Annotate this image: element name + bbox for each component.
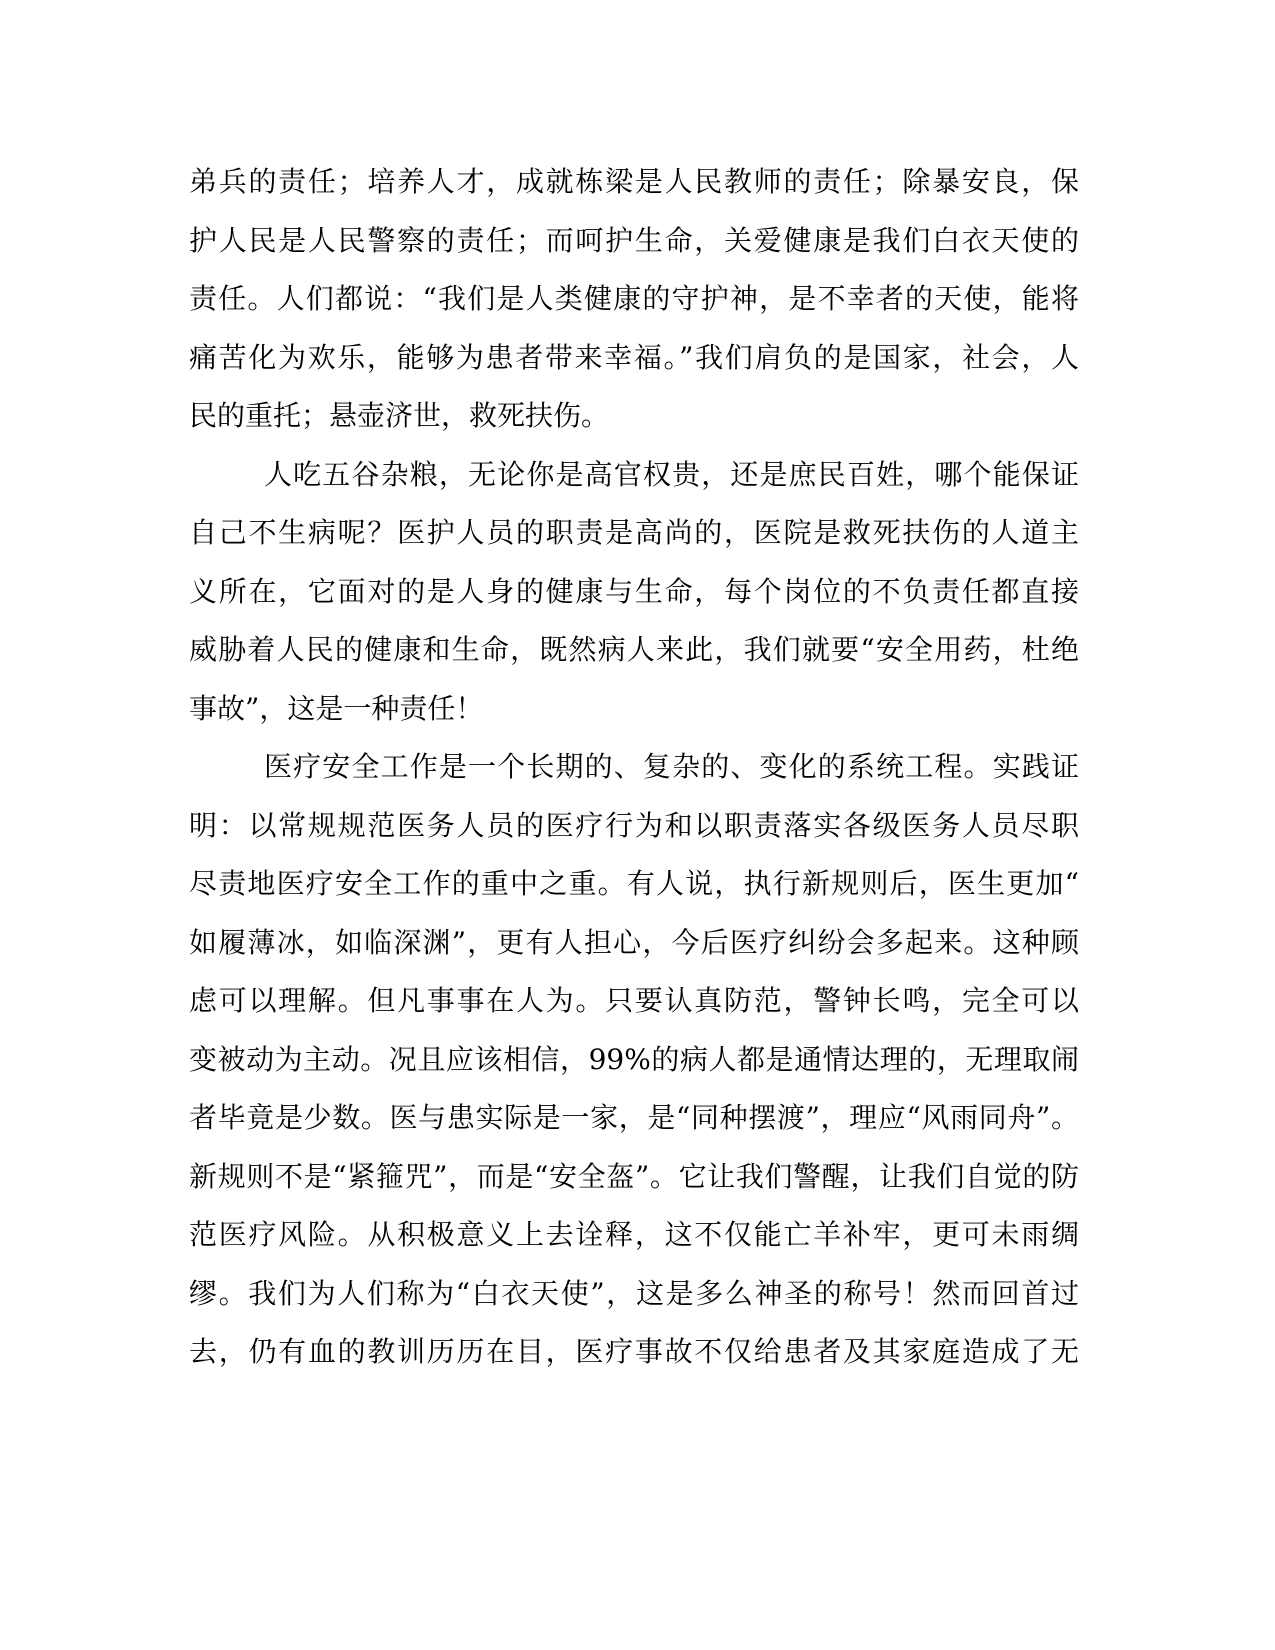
text-line-5: 民的重托；悬壶济世，救死扶伤。 (189, 399, 610, 432)
text-line-12: 明：以常规规范医务人员的医疗行为和以职责落实各级医务人员尽职 (189, 809, 1079, 842)
text-line-6: 人吃五谷杂粮，无论你是高官权贵，还是庶民百姓，哪个能保证 (264, 458, 1079, 491)
text-line-4: 痛苦化为欢乐，能够为患者带来幸福。”我们肩负的是国家，社会，人 (189, 341, 1079, 374)
text-line-18: 新规则不是“紧箍咒”，而是“安全盔”。它让我们警醒，让我们自觉的防 (189, 1160, 1079, 1193)
text-line-20: 缪。我们为人们称为“白衣天使”，这是多么神圣的称号！然而回首过 (189, 1277, 1079, 1310)
text-line-2: 护人民是人民警察的责任；而呵护生命，关爱健康是我们白衣天使的 (189, 224, 1079, 257)
text-line-9: 威胁着人民的健康和生命，既然病人来此，我们就要“安全用药，杜绝 (189, 633, 1079, 666)
text-line-14: 如履薄冰，如临深渊”，更有人担心，今后医疗纠纷会多起来。这种顾 (189, 926, 1079, 959)
text-line-17: 者毕竟是少数。医与患实际是一家，是“同种摆渡”，理应“风雨同舟”。 (189, 1101, 1079, 1134)
text-line-16: 变被动为主动。况且应该相信，99%的病人都是通情达理的，无理取闹 (189, 1043, 1079, 1076)
text-line-15: 虑可以理解。但凡事事在人为。只要认真防范，警钟长鸣，完全可以 (189, 984, 1079, 1017)
text-line-1: 弟兵的责任；培养人才，成就栋梁是人民教师的责任；除暴安良，保 (189, 165, 1079, 198)
text-line-19: 范医疗风险。从积极意义上去诠释，这不仅能亡羊补牢，更可未雨绸 (189, 1218, 1079, 1251)
text-line-21: 去，仍有血的教训历历在目，医疗事故不仅给患者及其家庭造成了无 (189, 1335, 1079, 1368)
text-line-11: 医疗安全工作是一个长期的、复杂的、变化的系统工程。实践证 (264, 750, 1079, 783)
text-line-7: 自己不生病呢？医护人员的职责是高尚的，医院是救死扶伤的人道主 (189, 516, 1079, 549)
text-line-10: 事故”，这是一种责任！ (189, 692, 484, 725)
text-line-3: 责任。人们都说：“我们是人类健康的守护神，是不幸者的天使，能将 (189, 282, 1079, 315)
text-line-8: 义所在，它面对的是人身的健康与生命，每个岗位的不负责任都直接 (189, 575, 1079, 608)
text-line-13: 尽责地医疗安全工作的重中之重。有人说，执行新规则后，医生更加“ (189, 867, 1079, 900)
